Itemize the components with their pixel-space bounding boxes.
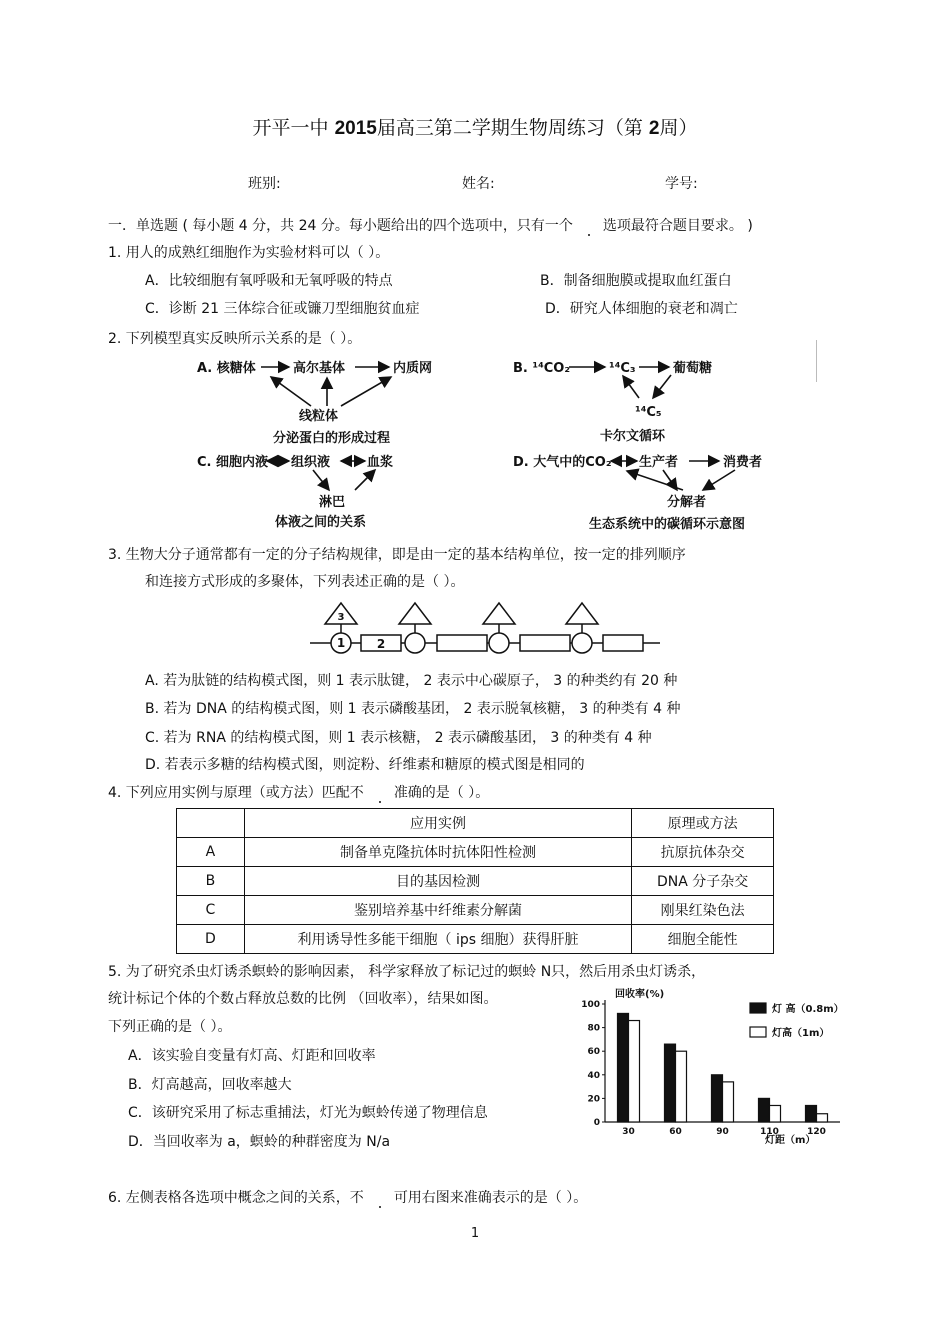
class-label: 班别:	[248, 176, 281, 192]
table-cell: 鉴别培养基中纤维素分解菌	[244, 896, 631, 925]
table-header-cell	[177, 809, 245, 838]
q5-option-c: C．该研究采用了标志重捕法，灯光为螟蛉传递了物理信息	[128, 1105, 488, 1121]
q2-a-node-er: 内质网	[393, 361, 433, 376]
table-cell: D	[177, 925, 245, 954]
q3-stem-line2: 和连接方式形成的多聚体，下列表述正确的是（ ）。	[145, 574, 465, 590]
chart-bar	[759, 1098, 770, 1122]
q3-option-a: A. 若为肽链的结构模式图，则 1 表示肽键， 2 表示中心碳原子， 3 的种类约有 20 种	[145, 673, 678, 689]
q2-b-caption: 卡尔文循环	[600, 429, 666, 444]
title-year: 2015	[334, 118, 377, 139]
chart-legend-swatch	[750, 1027, 766, 1037]
q1-option-b: B．制备细胞膜或提取血红蛋白	[540, 273, 732, 289]
q2-d-caption: 生态系统中的碳循环示意图	[589, 517, 746, 532]
chart-bar	[817, 1114, 828, 1122]
q3-option-b: B. 若为 DNA 的结构模式图，则 1 表示磷酸基团， 2 表示脱氧核糖， 3 的种类有 4 种	[145, 701, 681, 717]
chart-legend-label: 灯 高（0.8m）	[772, 1004, 844, 1015]
q4-table	[176, 808, 774, 954]
q2-c-node-intracellular: C. 细胞内液	[197, 455, 269, 470]
table-cell: C	[177, 896, 245, 925]
q4-stem: 4. 下列应用实例与原理（或方法）匹配不 准确的是（ ）。	[108, 785, 490, 801]
q5-recovery-chart	[575, 985, 860, 1150]
chart-y-tick-label: 80	[587, 1023, 600, 1034]
q2-stem: 2. 下列模型真实反映所示关系的是（ ）。	[108, 331, 362, 347]
q3-option-c: C. 若为 RNA 的结构模式图，则 1 表示核糖， 2 表示磷酸基团， 3 的种类有 4 种	[145, 730, 652, 746]
q5-option-d: D．当回收率为 a，螟蛉的种群密度为 N/a	[128, 1134, 391, 1150]
q5-option-a: A．该实验自变量有灯高、灯距和回收率	[128, 1048, 376, 1064]
q3-option-d: D. 若表示多糖的结构模式图，则淀粉、纤维素和糖原的模式图是相同的	[145, 757, 585, 773]
table-header-cell: 原理或方法	[632, 809, 774, 838]
chart-y-tick-label: 40	[587, 1070, 600, 1081]
q3-polymer-diagram	[310, 600, 660, 658]
q2-c-node-tissue-fluid: 组织液	[291, 455, 331, 470]
divider	[816, 340, 817, 382]
q5-stem-line3: 下列正确的是（ ）。	[108, 1019, 232, 1035]
student-id-label: 学号:	[665, 176, 698, 192]
chart-bar	[712, 1075, 723, 1122]
chart-x-tick-label: 110	[760, 1127, 779, 1137]
q1-option-d: D．研究人体细胞的衰老和凋亡	[545, 301, 738, 317]
q3-label-3: 3	[337, 612, 345, 623]
chart-bar	[723, 1082, 734, 1122]
q3-stem-line1: 3. 生物大分子通常都有一定的分子结构规律，即是由一定的基本结构单位，按一定的排列顺序	[108, 547, 686, 563]
table-cell: 抗原抗体杂交	[632, 838, 774, 867]
page-title	[0, 113, 950, 140]
table-cell: A	[177, 838, 245, 867]
chart-x-tick-label: 120	[807, 1127, 826, 1137]
q1-option-a: A．比较细胞有氧呼吸和无氧呼吸的特点	[145, 273, 393, 289]
page-number: 1	[470, 1226, 480, 1241]
q2-b-node-c5: ¹⁴C₅	[635, 405, 662, 420]
table-cell: B	[177, 867, 245, 896]
chart-bar	[665, 1044, 676, 1122]
table-cell: 利用诱导性多能干细胞（ ips 细胞）获得肝脏	[244, 925, 631, 954]
name-label: 姓名:	[462, 176, 495, 192]
chart-y-tick-label: 100	[581, 1000, 600, 1010]
chart-bar	[676, 1051, 687, 1122]
q2-b-node-glucose: 葡萄糖	[673, 361, 713, 376]
title-school: 开平一中	[252, 117, 329, 139]
table-row	[177, 867, 774, 896]
table-header-cell: 应用实例	[244, 809, 631, 838]
table-row	[177, 896, 774, 925]
q2-diagram	[195, 350, 775, 535]
q1-stem: 1. 用人的成熟红细胞作为实验材料可以（ ）。	[108, 245, 390, 261]
q2-c-caption: 体液之间的关系	[275, 515, 367, 530]
q2-a-node-golgi: 高尔基体	[293, 361, 346, 376]
chart-x-tick-label: 90	[716, 1127, 729, 1137]
q2-b-node-co2: B. ¹⁴CO₂	[513, 361, 571, 376]
chart-y-axis-label: 回收率(%)	[615, 989, 665, 1000]
q2-a-caption: 分泌蛋白的形成过程	[273, 431, 391, 446]
q2-c-node-lymph: 淋巴	[319, 495, 346, 510]
chart-legend-swatch	[750, 1003, 766, 1013]
chart-x-tick-label: 30	[622, 1127, 635, 1137]
q6-stem: 6. 左侧表格各选项中概念之间的关系，不 可用右图来准确表示的是（ ）。	[108, 1190, 588, 1206]
q5-stem-line1: 5. 为了研究杀虫灯诱杀螟蛉的影响因素， 科学家释放了标记过的螟蛉 N只，然后用杀虫灯诱杀，	[108, 964, 706, 980]
title-week: 2	[648, 118, 660, 139]
chart-y-tick-label: 20	[587, 1094, 600, 1105]
table-header-row	[177, 809, 774, 838]
q3-label-2: 2	[376, 637, 386, 651]
table-cell: DNA 分子杂交	[632, 867, 774, 896]
q1-option-c: C．诊断 21 三体综合征或镰刀型细胞贫血症	[145, 301, 420, 317]
table-cell: 刚果红染色法	[632, 896, 774, 925]
chart-legend-label: 灯高（1m）	[772, 1028, 830, 1039]
chart-bar	[806, 1105, 817, 1122]
chart-bar	[629, 1021, 640, 1122]
section-header: 一．单选题 ( 每小题 4 分，共 24 分。每小题给出的四个选项中，只有一个 选项最符合题目要求。 )	[108, 218, 753, 234]
q2-d-node-consumer: 消费者	[723, 455, 763, 470]
q5-stem-line2: 统计标记个体的个数占释放总数的比例 （回收率），结果如图。	[108, 991, 498, 1007]
chart-bar	[770, 1105, 781, 1122]
table-cell: 细胞全能性	[632, 925, 774, 954]
chart-y-tick-label: 0	[593, 1118, 600, 1128]
q2-a-node-ribosome: A. 核糖体	[197, 361, 256, 376]
chart-x-axis-label: 灯距（m）	[765, 1135, 816, 1146]
chart-y-tick-label: 60	[587, 1047, 600, 1058]
q2-d-node-decomposer: 分解者	[667, 495, 707, 510]
q2-c-node-plasma: 血浆	[367, 455, 394, 470]
chart-bar	[618, 1013, 629, 1122]
table-row	[177, 925, 774, 954]
table-row	[177, 838, 774, 867]
q2-d-node-producer: 生产者	[639, 455, 679, 470]
q2-a-node-mitochondria: 线粒体	[299, 409, 339, 424]
q2-d-node-atmosphere-co2: D. 大气中的CO₂	[513, 455, 612, 470]
q3-label-1: 1	[336, 636, 346, 650]
table-cell: 目的基因检测	[244, 867, 631, 896]
chart-x-tick-label: 60	[669, 1127, 682, 1137]
table-cell: 制备单克隆抗体时抗体阳性检测	[244, 838, 631, 867]
title-suffix: 周）	[659, 117, 698, 139]
q2-b-node-c3: ¹⁴C₃	[609, 361, 636, 376]
title-mid: 届高三第二学期生物周练习（第	[376, 117, 643, 139]
q5-option-b: B．灯高越高，回收率越大	[128, 1077, 292, 1093]
